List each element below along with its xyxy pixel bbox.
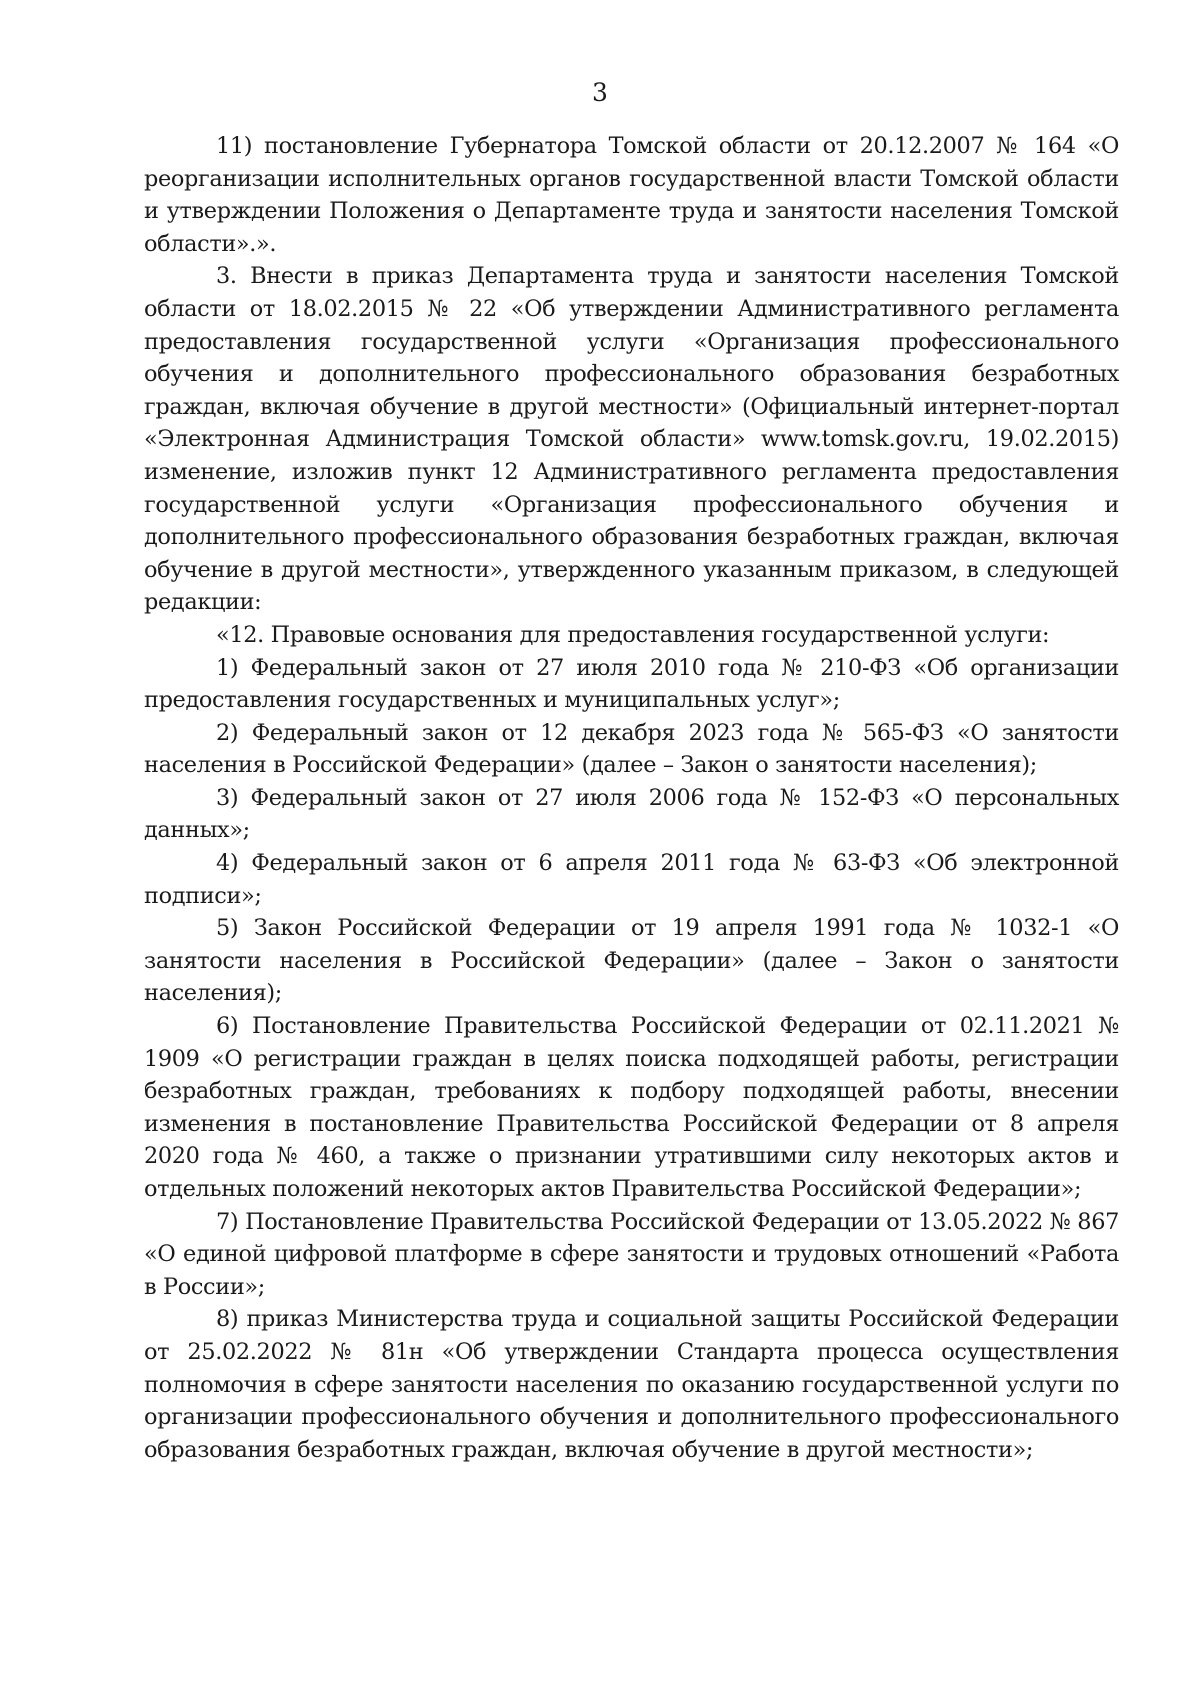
paragraph-law-6: 6) Постановление Правительства Российской Федерации от 02.11.2021 № 1909 «О регистрации граждан в целях поиска подходящей работы, регистрации безработных граждан, требованиях к подбору подходящей работы, внесении изменения в постановление Правительства Российской Федерации от 8 апреля 2020 года № 460, а также о признании утратившими силу некоторых актов и отдельных положений некоторых актов Правительства Российской Федерации»;: [144, 1013, 1119, 1202]
paragraph-item-11: 11) постановление Губернатора Томской области от 20.12.2007 № 164 «О реорганизации исполнительных органов государственной власти Томской области и утверждении Положения о Департаменте труда и занятости населения Томской области».».: [144, 133, 1119, 257]
paragraph-law-4: 4) Федеральный закон от 6 апреля 2011 года № 63-ФЗ «Об электронной подписи»;: [144, 850, 1119, 909]
paragraph-law-3: 3) Федеральный закон от 27 июля 2006 года № 152-ФЗ «О персональных данных»;: [144, 784, 1119, 844]
paragraph-law-5: 5) Закон Российской Федерации от 19 апреля 1991 года № 1032-1 «О занятости населения в Российской Федерации» (далее – Закон о занятости населения);: [144, 915, 1119, 1007]
paragraph-item-3-amendment: 3. Внести в приказ Департамента труда и занятости населения Томской области от 18.02.2015 № 22 «Об утверждении Административного регламента предоставления государственной услуги «Организация профессионального обучения и дополнительного профессионального образования безработных граждан, включая обучение в другой местности» (Официальный интернет-портал «Электронная Администрация Томской области» www.tomsk.gov.ru, 19.02.2015) изменение, изложив пункт 12 Административного регламента предоставления государственной услуги «Организация профессионального обучения и дополнительного профессионального образования безработных граждан, включая обучение в другой местности», утвержденного указанным приказом, в следующей редакции:: [144, 263, 1119, 616]
paragraph-law-8: 8) приказ Министерства труда и социальной защиты Российской Федерации от 25.02.2022 № 81н «Об утверждении Стандарта процесса осуществления полномочия в сфере занятости населения по оказанию государственной услуги по организации профессионального обучения и дополнительного профессионального образования безработных граждан, включая обучение в другой местности»;: [144, 1306, 1119, 1463]
paragraph-item-12-heading: «12. Правовые основания для предоставления государственной услуги:: [216, 621, 1050, 648]
paragraph-law-2: 2) Федеральный закон от 12 декабря 2023 года № 565-ФЗ «О занятости населения в Российской Федерации» (далее – Закон о занятости населения);: [144, 719, 1119, 779]
page-number: 3: [592, 78, 608, 107]
paragraph-law-1: 1) Федеральный закон от 27 июля 2010 года № 210-ФЗ «Об организации предоставления государственных и муниципальных услуг»;: [144, 654, 1119, 714]
paragraph-law-7: 7) Постановление Правительства Российской Федерации от 13.05.2022 № 867 «О единой цифровой платформе в сфере занятости и трудовых отношений «Работа в России»;: [144, 1208, 1119, 1300]
document-body: [144, 130, 1119, 1466]
